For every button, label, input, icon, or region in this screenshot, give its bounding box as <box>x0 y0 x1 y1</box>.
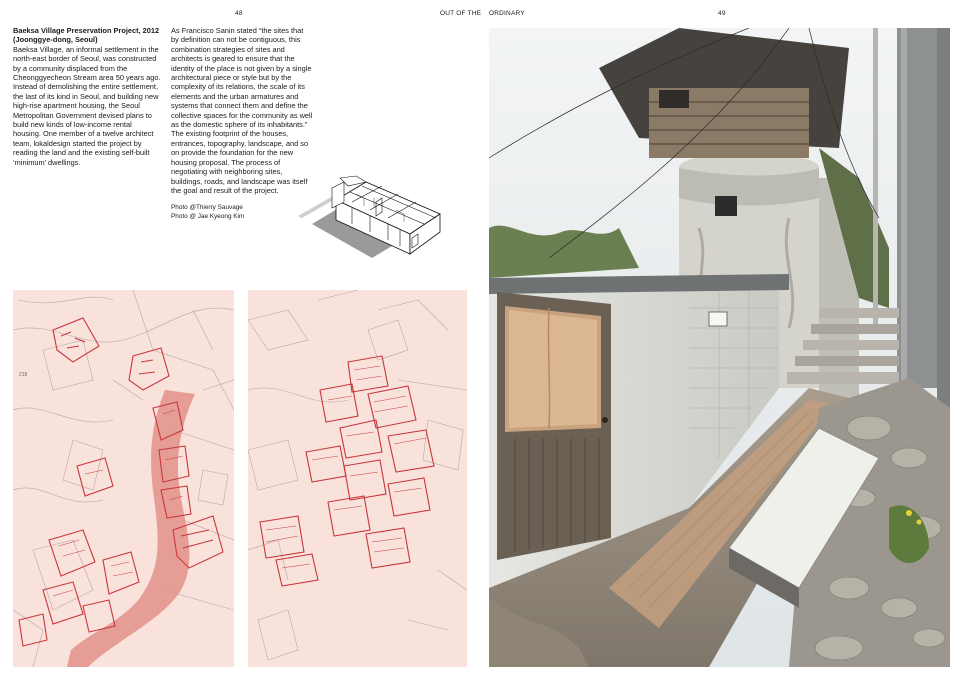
plan-label: 218 <box>19 372 28 378</box>
running-head-right: ORDINARY <box>489 10 525 17</box>
axonometric-drawing <box>292 172 444 264</box>
running-head-left: OUT OF THE <box>440 10 482 17</box>
photo-alley-dwelling <box>489 28 950 667</box>
photo-credit-2: Photo @ Jae Kyeong Kim <box>171 213 245 220</box>
photo-credits <box>171 203 301 221</box>
site-plan-proposed <box>248 290 467 667</box>
article-title: Baeksa Village Preservation Project, 2012 (Joonggye-dong, Seoul) <box>13 26 160 45</box>
page-number-right: 49 <box>718 10 726 17</box>
photo-credit-1: Photo @Thierry Sauvage <box>171 204 243 211</box>
quote-paragraph: As Francisco Sanin stated “the sites that by definition can not be contiguous, this combination strategies of sites and architects is geared to ensure that the identity of the place is not given by a single architectural piece or style but by the complexity of its relations, the scale of its elements and the urban armatures and systems that connect them and define the collective spaces for the community as well as the domestic sphere of its inhabitants.” The existing footprint of the houses, entrances, topography, landscape, and so on provide the foundation for the new housing proposal. The process of negotiating with neighboring sites, buildings, roads, and landscape was itself the goal and result of the project. <box>171 26 313 195</box>
intro-column <box>13 26 161 167</box>
page-number-left: 48 <box>235 10 243 17</box>
intro-paragraph: Baeksa Village, an informal settlement in the north-east border of Seoul, was constructed by a community displaced from the Cheonggyecheon Stream area 50 years ago. Instead of demolishing the entire settlement, the last of its kind in Seoul, and building new high-rise apartment housing, the Seoul Metropolitan Government devised plans to build new kinds of low-income rental housing. One member of a twelve architect team, lokaldesign started the project by reading the land and the existing self-built ‘minimum’ dwellings. <box>13 44 161 167</box>
site-plan-existing <box>13 290 234 667</box>
